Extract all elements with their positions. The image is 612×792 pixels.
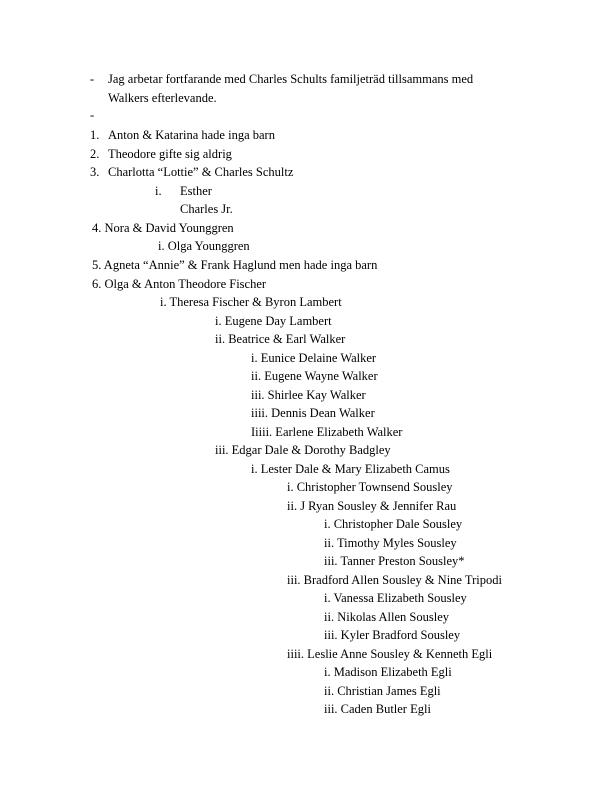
list-item: iii. Edgar Dale & Dorothy Badgley (215, 443, 391, 457)
list-item: ii. J Ryan Sousley & Jennifer Rau (287, 499, 457, 513)
list-item: Esther (180, 184, 212, 198)
note-line-1: Jag arbetar fortfarande med Charles Schults familjeträd tillsammans med (108, 72, 474, 86)
note-line-2: Walkers efterlevande. (108, 91, 217, 105)
list-item: i. Christopher Dale Sousley (324, 517, 463, 531)
list-item: i. Eugene Day Lambert (215, 314, 332, 328)
list-item: ii. Eugene Wayne Walker (251, 369, 378, 383)
list-item: 6. Olga & Anton Theodore Fischer (92, 277, 267, 291)
list-item: ii. Timothy Myles Sousley (324, 536, 457, 550)
list-number: 1. (90, 128, 100, 142)
list-number: i. (155, 184, 162, 198)
list-item: iii. Kyler Bradford Sousley (324, 628, 461, 642)
bullet-dash: - (90, 108, 95, 122)
list-item: i. Vanessa Elizabeth Sousley (324, 591, 467, 605)
list-item: i. Theresa Fischer & Byron Lambert (160, 295, 342, 309)
list-item: 4. Nora & David Younggren (92, 221, 234, 235)
list-item: ii. Nikolas Allen Sousley (324, 610, 449, 624)
bullet-dash: - (90, 72, 95, 86)
list-item: Theodore gifte sig aldrig (108, 147, 232, 161)
list-item: Charlotta “Lottie” & Charles Schultz (108, 165, 294, 179)
list-item: i. Lester Dale & Mary Elizabeth Camus (251, 462, 450, 476)
list-item: i. Madison Elizabeth Egli (324, 665, 452, 679)
list-item: ii. Beatrice & Earl Walker (215, 332, 346, 346)
list-item: iii. Tanner Preston Sousley* (324, 554, 465, 568)
list-item: iii. Bradford Allen Sousley & Nine Tripodi (287, 573, 502, 587)
list-item: iiii. Leslie Anne Sousley & Kenneth Egli (287, 647, 493, 661)
list-item: ii. Christian James Egli (324, 684, 441, 698)
list-item: 5. Agneta “Annie” & Frank Haglund men hade inga barn (92, 258, 378, 272)
list-item: i. Eunice Delaine Walker (251, 351, 377, 365)
list-number: 2. (90, 147, 100, 161)
list-item: iii. Shirlee Kay Walker (251, 388, 366, 402)
list-item: iiii. Dennis Dean Walker (251, 406, 375, 420)
list-item: iii. Caden Butler Egli (324, 702, 431, 716)
list-item: Charles Jr. (180, 202, 233, 216)
list-item: i. Olga Younggren (158, 239, 250, 253)
list-item: Anton & Katarina hade inga barn (108, 128, 275, 142)
list-number: 3. (90, 165, 100, 179)
list-item: Iiiii. Earlene Elizabeth Walker (251, 425, 403, 439)
list-item: i. Christopher Townsend Sousley (287, 480, 453, 494)
